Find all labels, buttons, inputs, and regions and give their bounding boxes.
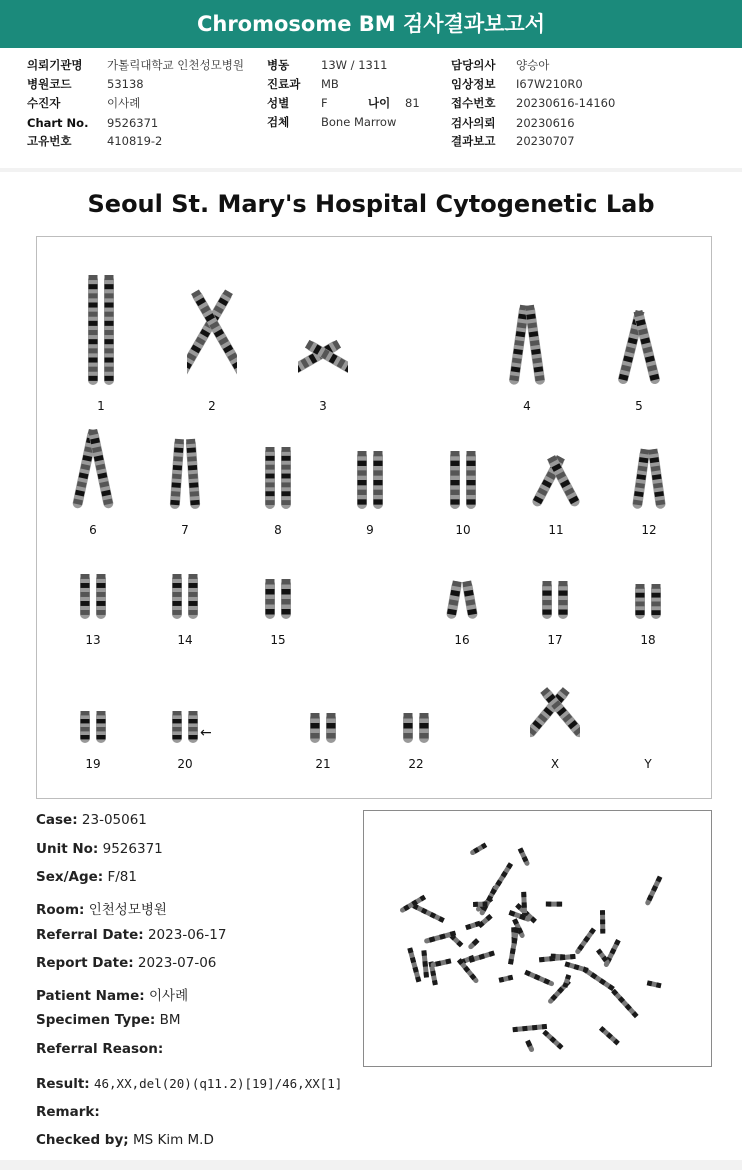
chromosome-label-19: 19 (85, 757, 101, 771)
chromosome-label-20: 20 (177, 757, 193, 771)
chromosome-label-18: 18 (640, 633, 656, 647)
chromosome-pair-11 (531, 444, 581, 519)
specimen-type-value: BM (159, 1012, 181, 1028)
age-label: 나이 (368, 96, 391, 110)
metaphase-chromosome (524, 970, 555, 987)
chromosome-label-12: 12 (641, 523, 657, 537)
specimen-type-row (36, 1012, 181, 1028)
result-value: 46,XX,del(20)(q11.2)[19]/46,XX[1] (93, 1076, 343, 1091)
chromosome-label-2: 2 (208, 399, 216, 413)
unique-no-label: 고유번호 (27, 134, 72, 148)
report-date-row (36, 955, 216, 971)
chromosome-label-9: 9 (366, 523, 374, 537)
institution-label: 의뢰기관명 (27, 58, 83, 72)
chromosome-pair-22 (391, 703, 441, 753)
report-label: 결과보고 (451, 134, 496, 148)
info-patient (27, 94, 267, 112)
patient-name-row (36, 984, 188, 1004)
deletion-arrow-icon: ← (200, 725, 212, 741)
specimen-label: 검체 (267, 115, 290, 129)
chromosome-label-21: 21 (315, 757, 331, 771)
hospital-code-label: 병원코드 (27, 77, 72, 91)
info-hospital-code (27, 75, 267, 93)
chromosome-label-17: 17 (547, 633, 563, 647)
chromosome-pair-1 (76, 265, 126, 395)
info-clinical (451, 75, 691, 93)
request-value: 20230616 (516, 116, 575, 130)
receipt-label: 접수번호 (451, 96, 496, 110)
chromosome-label-7: 7 (181, 523, 189, 537)
chromosome-pair-18 (623, 574, 673, 629)
metaphase-chromosome (512, 1024, 547, 1032)
metaphase-chromosome (574, 927, 596, 955)
patient-name-value: 이사례 (148, 988, 189, 1004)
doctor-value: 양승아 (516, 58, 550, 72)
referral-date-value: 2023-06-17 (147, 927, 227, 943)
sexage-value: F/81 (107, 869, 137, 885)
metaphase-chromosome (473, 902, 487, 907)
chromosome-pair-5 (614, 300, 664, 395)
chromosome-label-Y: Y (644, 757, 652, 771)
metaphase-chromosome (551, 954, 565, 960)
specimen-type-label: Specimen Type: (36, 1012, 156, 1028)
chromosome-pair-17 (530, 571, 580, 629)
chromosome-pair-13 (68, 564, 118, 629)
info-institution (27, 56, 267, 74)
age-value: 81 (405, 96, 420, 110)
metaphase-chromosome (599, 1026, 620, 1045)
result-label: Result: (36, 1076, 90, 1092)
chromosome-label-X: X (550, 757, 560, 771)
metaphase-chromosome (600, 910, 605, 933)
chromosome-label-14: 14 (177, 633, 193, 647)
metaphase-chromosome (518, 847, 531, 866)
sex-label: 성별 (267, 96, 290, 110)
chromosome-pair-9 (345, 441, 395, 519)
checked-value: MS Kim M.D (132, 1132, 214, 1148)
referral-date-label: Referral Date: (36, 927, 144, 943)
sex-value: F (321, 96, 328, 110)
metaphase-chromosome (562, 974, 571, 988)
ward-label: 병동 (267, 58, 290, 72)
dept-label: 진료과 (267, 77, 301, 91)
room-row (36, 898, 167, 918)
patient-label: 수진자 (27, 96, 61, 110)
metaphase-chromosome (490, 862, 513, 895)
info-unique-no (27, 132, 267, 150)
chromosome-pair-19 (68, 701, 118, 753)
chromosome-label-1: 1 (97, 399, 105, 413)
sexage-label: Sex/Age: (36, 869, 104, 885)
report-value: 20230707 (516, 134, 575, 148)
metaphase-chromosome (564, 961, 588, 972)
chromosome-label-3: 3 (319, 399, 327, 413)
checked-label: Checked by; (36, 1132, 129, 1148)
report-body (0, 172, 742, 1160)
chromosome-label-15: 15 (270, 633, 286, 647)
remark-label: Remark: (36, 1104, 100, 1120)
patient-name-label: Patient Name: (36, 988, 145, 1004)
info-chart-no (27, 114, 267, 132)
unit-row (36, 841, 163, 857)
chromosome-label-13: 13 (85, 633, 101, 647)
metaphase-chromosome (477, 914, 492, 928)
lab-title: Seoul St. Mary's Hospital Cytogenetic Lab (87, 190, 655, 218)
report-date-label: Report Date: (36, 955, 134, 971)
dept-value: MB (321, 77, 339, 91)
chromosome-label-16: 16 (454, 633, 470, 647)
report-date-value: 2023-07-06 (137, 955, 217, 971)
case-row (36, 812, 147, 828)
chromosome-pair-6 (68, 419, 118, 519)
chart-no-value: 9526371 (107, 116, 159, 130)
clinical-value: I67W210R0 (516, 77, 583, 91)
chromosome-pair-4 (502, 295, 552, 395)
ward-value: 13W / 1311 (321, 58, 388, 72)
chromosome-pair-20 (160, 701, 210, 753)
patient-value: 이사례 (107, 96, 141, 110)
unit-label: Unit No: (36, 841, 99, 857)
specimen-value: Bone Marrow (321, 115, 397, 129)
sexage-row (36, 869, 137, 885)
chromosome-pair-10 (438, 441, 488, 519)
case-label: Case: (36, 812, 78, 828)
chromosome-pair-21 (298, 703, 348, 753)
metaphase-chromosome (611, 989, 638, 1018)
clinical-label: 임상정보 (451, 77, 496, 91)
metaphase-chromosome (412, 903, 445, 922)
patient-info-panel (0, 48, 742, 168)
chromosome-label-22: 22 (408, 757, 424, 771)
info-sex-age (267, 94, 447, 112)
referral-date-row (36, 927, 226, 943)
chromosome-pair-3 (298, 320, 348, 395)
metaphase-chromosome (525, 1040, 535, 1053)
chromosome-label-5: 5 (635, 399, 643, 413)
result-row (36, 1076, 342, 1092)
metaphase-chromosome (407, 947, 421, 982)
checked-row (36, 1132, 214, 1148)
metaphase-chromosome (498, 975, 513, 983)
info-ward (267, 56, 447, 74)
room-label: Room: (36, 902, 85, 918)
unique-no-value: 410819-2 (107, 134, 163, 148)
metaphase-chromosome (644, 876, 662, 907)
metaphase-image (363, 810, 712, 1067)
info-report (451, 132, 691, 150)
referral-reason-label: Referral Reason: (36, 1041, 164, 1057)
info-specimen (267, 113, 447, 131)
report-title: Chromosome BM 검사결과보고서 (0, 0, 742, 48)
metaphase-chromosome (430, 958, 451, 967)
metaphase-chromosome (647, 980, 662, 988)
metaphase-chromosome (421, 950, 429, 978)
chromosome-label-6: 6 (89, 523, 97, 537)
request-label: 검사의뢰 (451, 116, 496, 130)
chromosome-label-10: 10 (455, 523, 471, 537)
metaphase-chromosome (546, 902, 562, 907)
room-value: 인천성모병원 (88, 902, 167, 918)
referral-reason-row (36, 1041, 163, 1057)
metaphase-chromosome (542, 1030, 563, 1050)
chromosome-label-4: 4 (523, 399, 531, 413)
info-receipt (451, 94, 691, 112)
chromosome-pair-7 (160, 429, 210, 519)
info-request (451, 114, 691, 132)
karyogram (36, 236, 712, 799)
metaphase-spread (364, 811, 711, 1066)
chromosome-pair-14 (160, 564, 210, 629)
chart-no-label: Chart No. (27, 116, 89, 130)
chromosome-pair-16 (437, 571, 487, 629)
metaphase-chromosome (467, 938, 479, 950)
chromosome-label-8: 8 (274, 523, 282, 537)
chromosome-pair-8 (253, 437, 303, 519)
info-doctor (451, 56, 691, 74)
metaphase-chromosome (469, 843, 487, 856)
chromosome-pair-X (530, 673, 580, 753)
metaphase-chromosome (465, 921, 481, 930)
chromosome-pair-2 (187, 275, 237, 395)
chromosome-pair-12 (624, 439, 674, 519)
doctor-label: 담당의사 (451, 58, 496, 72)
chromosome-label-11: 11 (548, 523, 564, 537)
institution-value: 가톨릭대학교 인천성모병원 (107, 58, 244, 72)
unit-value: 9526371 (102, 841, 163, 857)
chromosome-pair-15 (253, 569, 303, 629)
info-dept (267, 75, 447, 93)
hospital-code-value: 53138 (107, 77, 144, 91)
case-value: 23-05061 (81, 812, 147, 828)
receipt-value: 20230616-14160 (516, 96, 616, 110)
metaphase-chromosome (508, 927, 519, 965)
